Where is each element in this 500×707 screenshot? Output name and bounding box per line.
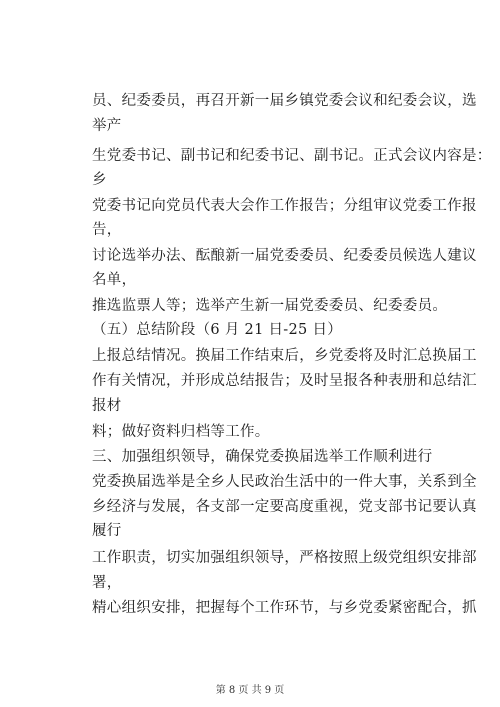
text-line: 名单， <box>92 272 137 288</box>
text-line: 履行 <box>92 523 122 539</box>
text-line: 党委书记向党员代表大会作工作报告；分组审议党委工作报 <box>92 198 477 214</box>
text-line: 推选监票人等；选举产生新一届党委委员、纪委委员。 <box>92 298 448 314</box>
text-line: 报材 <box>92 398 122 414</box>
page-footer: 第 8 页 共 9 页 <box>215 685 285 696</box>
text-line: 料；做好资料归档等工作。 <box>92 424 270 440</box>
text-line: 生党委书记、副书记和纪委书记、副书记。正式会议内容是： <box>92 148 492 164</box>
section-heading: 三、加强组织领导，确保党委换届选举工作顺利进行 <box>92 449 433 465</box>
text-line: 告， <box>92 222 122 238</box>
text-line: 乡 <box>92 172 107 188</box>
text-line: 工作职责，切实加强组织领导，严格按照上级党组织安排部 <box>92 550 477 566</box>
text-line: 精心组织安排，把握每个工作环节，与乡党委紧密配合，抓 <box>92 600 477 616</box>
text-line: 乡经济与发展，各支部一定要高度重视，党支部书记要认真 <box>92 499 477 515</box>
text-line: 作有关情况，并形成总结报告；及时呈报各种表册和总结汇 <box>92 373 477 389</box>
text-line: 署， <box>92 575 122 591</box>
text-line: 党委换届选举是全乡人民政治生活中的一件大事，关系到全 <box>92 474 477 490</box>
text-line: 讨论选举办法、酝酿新一届党委委员、纪委委员候选人建议 <box>92 248 477 264</box>
text-line: 员、纪委委员，再召开新一届乡镇党委会议和纪委会议，选 <box>92 93 477 109</box>
text-line: 举产 <box>92 118 122 134</box>
section-heading: （五）总结阶段（6 月 21 日-25 日） <box>92 322 343 338</box>
text-line: 上报总结情况。换届工作结束后，乡党委将及时汇总换届工 <box>92 348 477 364</box>
